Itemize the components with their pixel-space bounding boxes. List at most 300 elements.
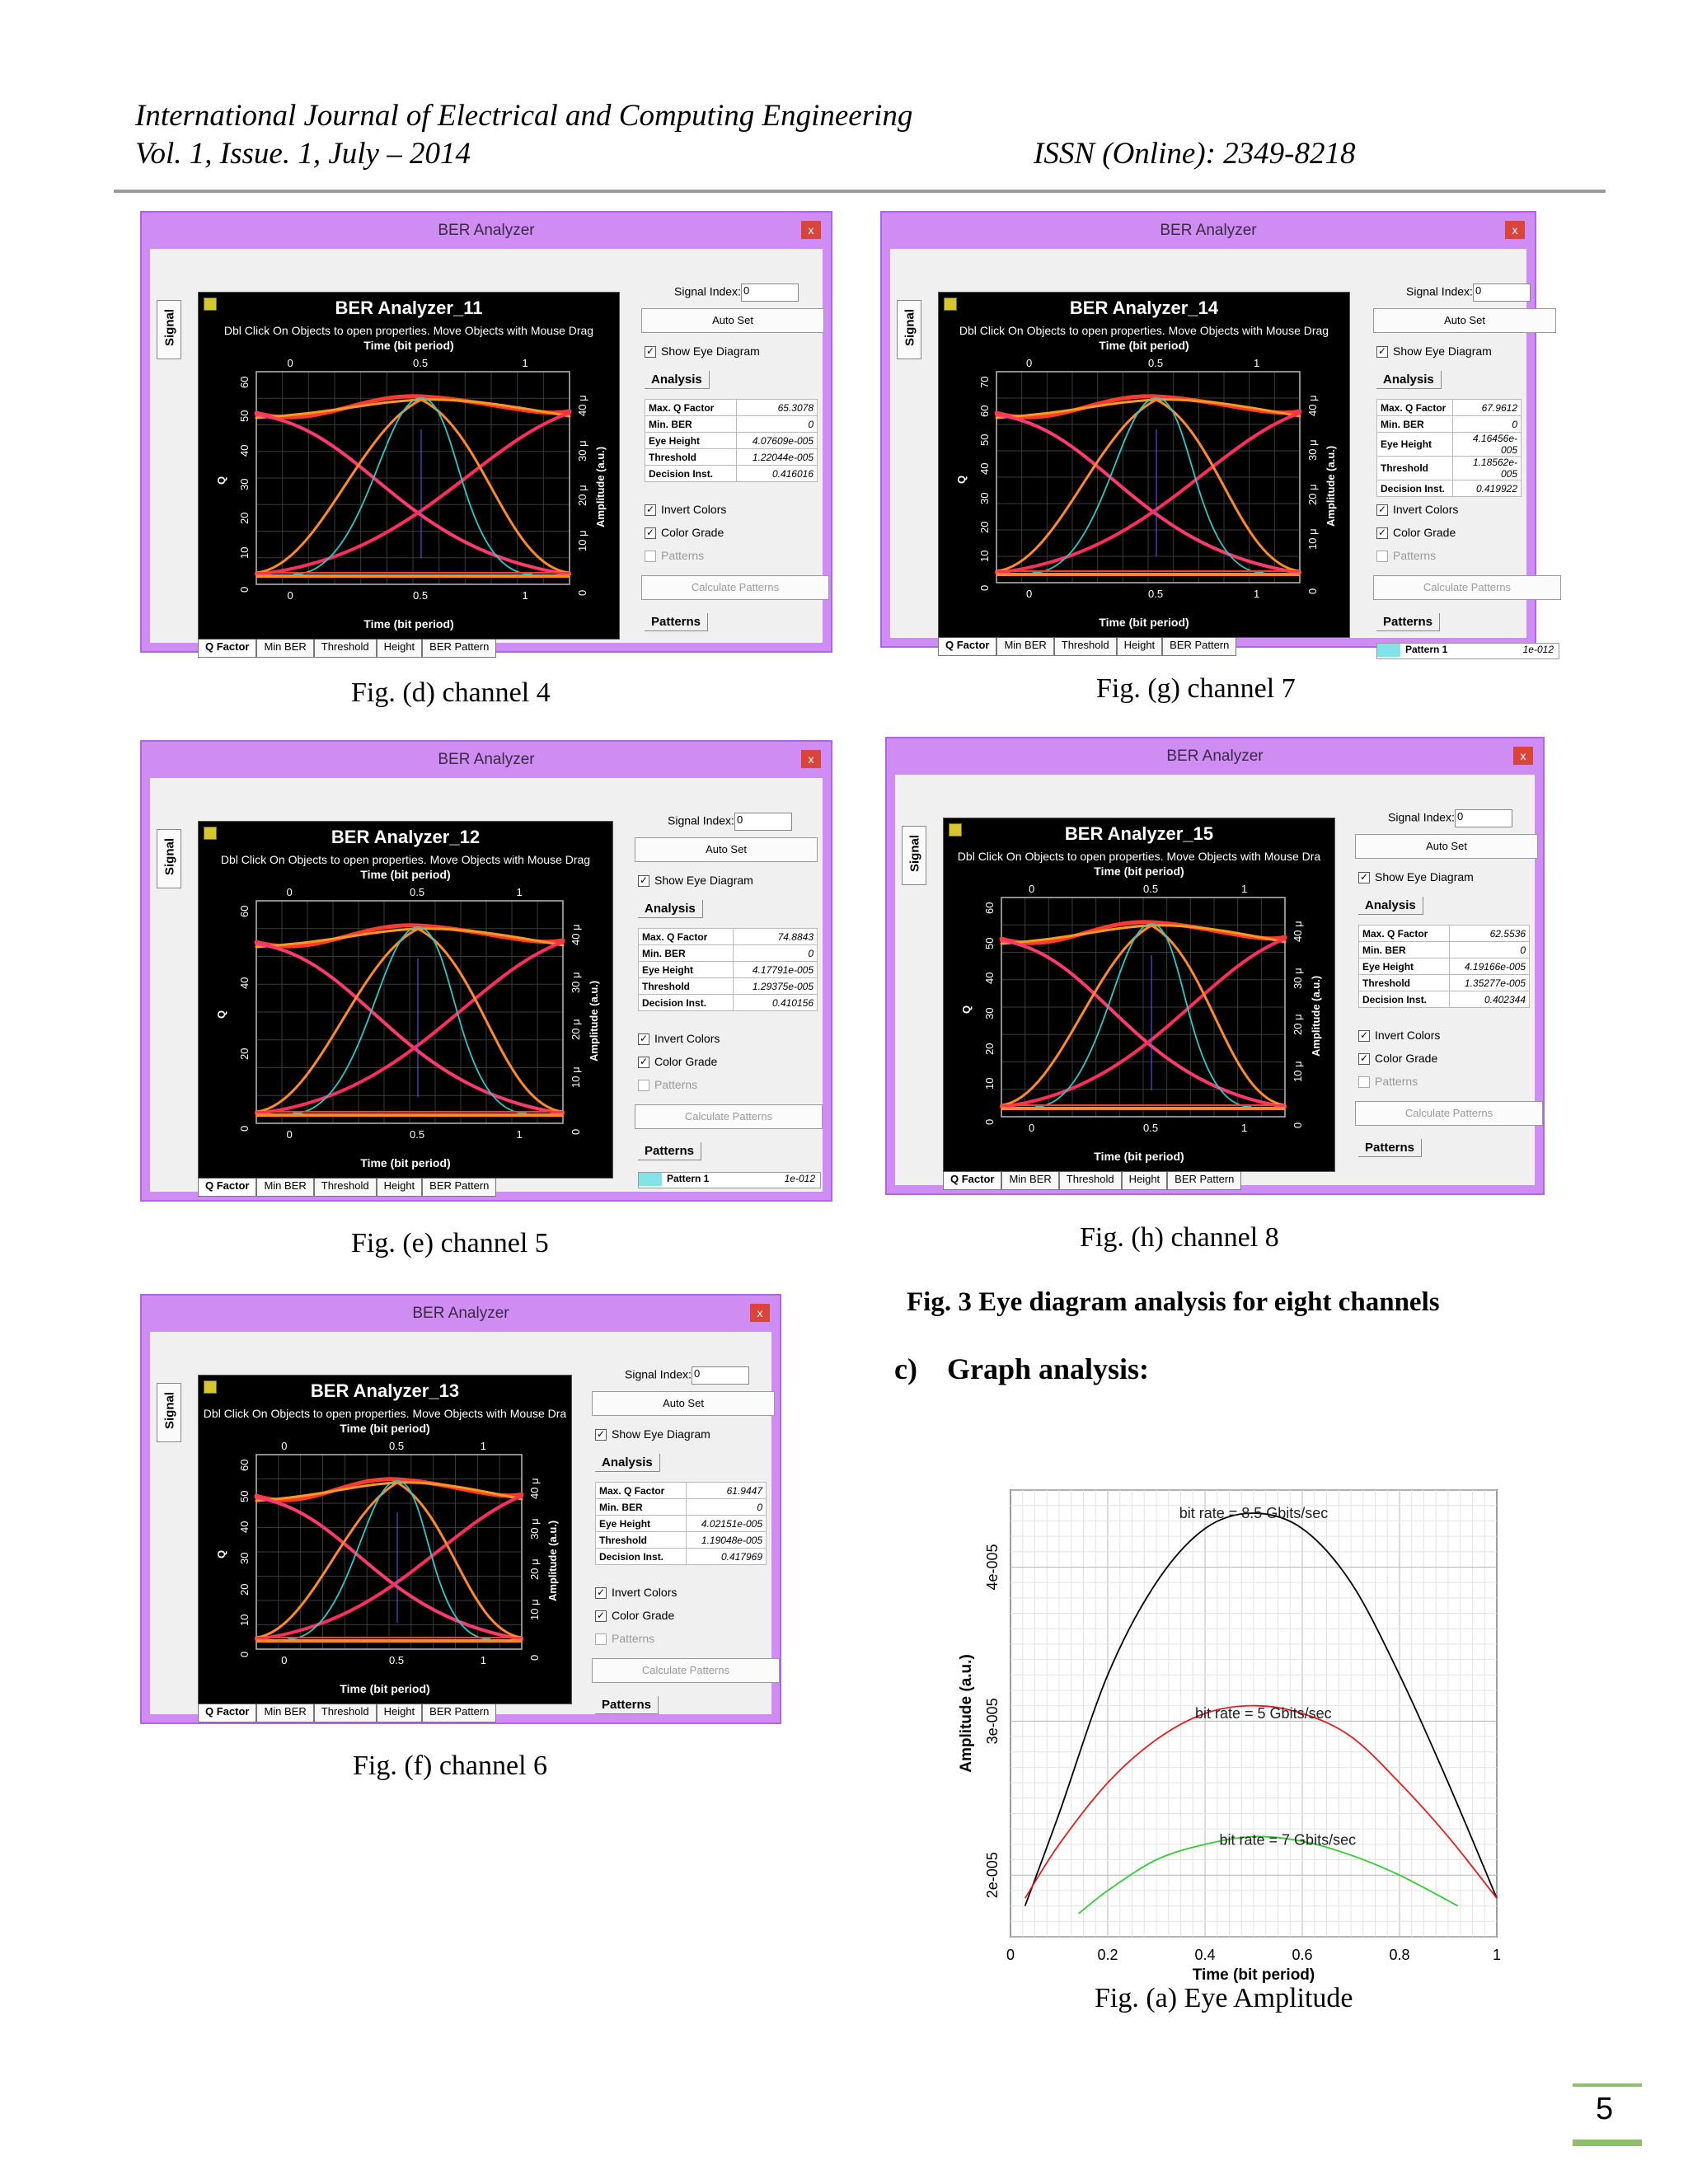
caption-channel-6: Fig. (f) channel 6: [353, 1750, 548, 1781]
x-tick-label-top: 1: [1254, 357, 1260, 369]
pattern-swatch: [639, 1173, 662, 1186]
patterns-checkbox[interactable]: [1358, 1076, 1370, 1088]
q-tick-label: 50: [983, 937, 996, 949]
pattern-value: 1e-012: [784, 1173, 815, 1184]
x-tick-label-bottom: 0: [287, 589, 293, 602]
amplitude-tick-label: 20 μ: [1292, 1014, 1304, 1035]
control-panel: [635, 778, 818, 1192]
analysis-row: [596, 1532, 767, 1549]
auto-set-button[interactable]: Auto Set: [592, 1391, 775, 1416]
eye-diagram-plot: [943, 818, 1335, 1172]
color-grade-row: [638, 1055, 717, 1068]
analysis-key: Decision Inst.: [1359, 991, 1450, 1008]
show-eye-checkbox[interactable]: ✓: [639, 874, 649, 887]
show-eye-diagram-row: [595, 1427, 710, 1441]
signal-tab[interactable]: [157, 300, 181, 359]
signal-index-input[interactable]: 0: [734, 813, 792, 831]
analysis-row: [1359, 942, 1530, 958]
show-eye-label: Show Eye Diagram: [1393, 344, 1492, 358]
analysis-value: 4.02151e-005: [686, 1516, 766, 1532]
signal-tab[interactable]: [897, 300, 921, 359]
amplitude-tick-label: 0: [1292, 1122, 1304, 1128]
analysis-value: 1.35277e-005: [1449, 975, 1529, 991]
amplitude-axis-label: Amplitude (a.u.): [588, 980, 600, 1062]
patterns-group-label: Patterns: [595, 1696, 659, 1714]
auto-set-button[interactable]: Auto Set: [1373, 308, 1556, 333]
tab-height[interactable]: Height: [1117, 638, 1163, 656]
show-eye-checkbox[interactable]: ✓: [596, 1428, 606, 1441]
x-tick-label-bottom: 0: [1029, 1122, 1035, 1134]
x-tick-label-bottom: 0.5: [410, 1128, 425, 1141]
q-tick-label: 10: [983, 1077, 996, 1090]
x-tick-label-bottom: 0: [1026, 588, 1033, 600]
patterns-row: [1376, 549, 1436, 562]
plot-tabs: [198, 1179, 496, 1197]
analysis-key: Min. BER: [639, 945, 734, 962]
analysis-table: [645, 399, 818, 482]
tab-q-factor[interactable]: Q Factor: [938, 638, 996, 656]
analysis-key: Threshold: [645, 449, 737, 466]
show-eye-diagram-row: [1376, 344, 1492, 358]
time-axis-label-bottom: Time (bit period): [360, 1156, 451, 1169]
amplitude-tick-label: 30 μ: [528, 1518, 541, 1540]
tab-threshold[interactable]: Threshold: [314, 1704, 377, 1722]
analysis-key: Min. BER: [1377, 416, 1453, 433]
x-tick-label-top: 0: [281, 1440, 288, 1452]
color-grade-row: [1358, 1052, 1437, 1065]
patterns-row: [645, 549, 704, 562]
signal-tab-label: Signal: [162, 838, 177, 876]
analysis-row: [639, 945, 818, 962]
analysis-key: Decision Inst.: [639, 995, 734, 1011]
invert-colors-checkbox[interactable]: ✓: [645, 504, 655, 516]
amplitude-tick-label: 40 μ: [528, 1478, 541, 1499]
patterns-row: [595, 1632, 654, 1645]
window-title: BER Analyzer: [412, 1305, 509, 1322]
tab-threshold[interactable]: Threshold: [1059, 1172, 1122, 1190]
q-tick-label: 30: [978, 492, 991, 504]
analysis-value: 0.417969: [686, 1549, 766, 1565]
tab-q-factor[interactable]: Q Factor: [198, 1704, 256, 1722]
analysis-value: 0: [736, 416, 817, 433]
x-tick-label-top: 1: [516, 886, 523, 898]
analysis-key: Eye Height: [645, 433, 737, 449]
window-title: BER Analyzer: [1166, 748, 1264, 765]
plot-hint: Dbl Click On Objects to open properties. Move Objects with Mouse Drag: [223, 324, 594, 337]
color-grade-row: [1376, 526, 1456, 539]
invert-colors-label: Invert Colors: [612, 1586, 678, 1599]
tab-threshold[interactable]: Threshold: [1054, 638, 1117, 656]
tab-min-ber[interactable]: Min BER: [1001, 1172, 1058, 1190]
close-button[interactable]: x: [801, 750, 821, 768]
analysis-key: Min. BER: [596, 1499, 687, 1516]
analysis-row: [596, 1499, 767, 1516]
analysis-row: [645, 449, 818, 466]
x-tick-label-bottom: 1: [1241, 1122, 1248, 1134]
x-axis-label: Time (bit period): [1192, 1966, 1315, 1984]
tab-ber-pattern[interactable]: BER Pattern: [1162, 638, 1236, 656]
analyzer-name: BER Analyzer_12: [331, 827, 481, 847]
analysis-table: [1358, 925, 1530, 1008]
invert-colors-row: [595, 1586, 677, 1599]
amplitude-tick-label: 40 μ: [570, 924, 582, 945]
analysis-key: Eye Height: [596, 1516, 687, 1532]
calculate-patterns-button[interactable]: Calculate Patterns: [1355, 1101, 1543, 1126]
amplitude-tick-label: 40 μ: [576, 395, 588, 416]
calculate-patterns-button[interactable]: Calculate Patterns: [592, 1658, 780, 1683]
tab-q-factor[interactable]: Q Factor: [198, 1179, 256, 1197]
x-tick-label-bottom: 1: [1254, 588, 1260, 600]
amplitude-tick-label: 20 μ: [528, 1558, 541, 1580]
calculate-patterns-button[interactable]: Calculate Patterns: [641, 575, 829, 600]
invert-colors-checkbox[interactable]: ✓: [1377, 504, 1387, 516]
analysis-value: 1.18562e-005: [1452, 457, 1521, 480]
show-eye-label: Show Eye Diagram: [1375, 870, 1474, 883]
q-tick-label: 20: [238, 1583, 251, 1596]
x-tick-label: 0.6: [1292, 1947, 1313, 1963]
analysis-key: Threshold: [1377, 457, 1453, 480]
patterns-row: [1358, 1075, 1418, 1088]
amplitude-tick-label: 0: [570, 1128, 582, 1135]
signal-index-row: [1406, 284, 1531, 302]
calculate-patterns-button[interactable]: Calculate Patterns: [635, 1104, 823, 1129]
amplitude-axis-label: Amplitude (a.u.): [1325, 445, 1337, 527]
signal-tab-label: Signal: [903, 309, 917, 347]
analysis-row: [645, 466, 818, 482]
analysis-value: 1.22044e-005: [736, 449, 817, 466]
color-grade-label: Color Grade: [654, 1055, 718, 1068]
time-axis-label-top: Time (bit period): [340, 1422, 430, 1435]
signal-index-label: Signal Index:: [625, 1367, 692, 1381]
show-eye-diagram-row: [645, 344, 760, 358]
x-tick-label-top: 0.5: [410, 886, 425, 898]
analysis-key: Threshold: [596, 1532, 687, 1549]
pattern-name: Pattern 1: [667, 1173, 710, 1185]
x-tick-label: 0.4: [1194, 1947, 1216, 1963]
analysis-row: [1359, 958, 1530, 975]
tab-height[interactable]: Height: [377, 640, 423, 658]
page-number-bar: [1573, 2139, 1642, 2146]
invert-colors-label: Invert Colors: [654, 1032, 720, 1045]
analysis-key: Decision Inst.: [645, 466, 737, 482]
analysis-value: 0: [686, 1499, 766, 1516]
analysis-row: [645, 416, 818, 433]
control-panel: [592, 1332, 767, 1714]
analysis-value: 0.416016: [736, 466, 817, 482]
plot-hint: Dbl Click On Objects to open properties. Move Objects with Mouse Drag: [959, 324, 1329, 337]
x-tick-label: 0: [1006, 1947, 1015, 1963]
amplitude-tick-label: 0: [1306, 588, 1319, 594]
q-tick-label: 30: [238, 478, 251, 490]
amplitude-tick-label: 10 μ: [1306, 528, 1319, 550]
time-axis-label-bottom: Time (bit period): [340, 1682, 430, 1695]
control-panel: [1355, 775, 1530, 1185]
q-tick-label: 50: [978, 434, 991, 447]
patterns-checkbox[interactable]: [645, 551, 656, 562]
amplitude-tick-label: 20 μ: [576, 485, 588, 506]
time-axis-label-bottom: Time (bit period): [1094, 1150, 1184, 1163]
close-button[interactable]: x: [1505, 221, 1525, 239]
analysis-row: [1377, 457, 1522, 480]
analysis-table: [1376, 399, 1522, 497]
color-grade-checkbox[interactable]: ✓: [596, 1610, 606, 1622]
pattern-swatch: [1377, 644, 1400, 657]
plot-hint: Dbl Click On Objects to open properties. Move Objects with Mouse Dra: [957, 850, 1321, 863]
window-title: BER Analyzer: [438, 222, 535, 239]
analysis-key: Eye Height: [1359, 958, 1450, 975]
section-heading: c) Graph analysis:: [894, 1352, 1150, 1385]
analysis-value: 0: [1449, 942, 1529, 958]
q-tick-label: 0: [983, 1118, 996, 1125]
control-panel: [641, 249, 818, 643]
signal-index-row: [625, 1366, 749, 1385]
x-tick-label-top: 1: [522, 357, 528, 369]
signal-index-row: [674, 284, 799, 302]
analysis-value: 0.410156: [734, 995, 818, 1011]
signal-index-input[interactable]: 0: [692, 1366, 749, 1385]
amplitude-tick-label: 0: [576, 589, 588, 596]
tab-threshold[interactable]: Threshold: [314, 640, 377, 658]
signal-tab-label: Signal: [162, 309, 177, 347]
amplitude-axis-label: Amplitude (a.u.): [594, 446, 607, 527]
analysis-row: [639, 978, 818, 995]
analysis-row: [1359, 975, 1530, 991]
page-number-rule: [1573, 2083, 1642, 2087]
tab-ber-pattern[interactable]: BER Pattern: [422, 1179, 496, 1197]
analysis-table: [638, 928, 818, 1011]
analysis-value: 0: [1452, 416, 1521, 433]
journal-title: International Journal of Electrical and Computing Engineering: [135, 99, 913, 133]
analysis-row: [596, 1549, 767, 1565]
show-eye-diagram-row: [638, 874, 753, 887]
amplitude-tick-label: 30 μ: [570, 971, 582, 993]
x-tick-label-bottom: 0: [281, 1654, 288, 1666]
pattern-value: 1e-012: [1522, 644, 1554, 655]
amplitude-tick-label: 30 μ: [1292, 967, 1304, 989]
q-tick-label: 20: [983, 1043, 996, 1055]
series-label-1: bit rate = 5 Gbits/sec: [1195, 1705, 1332, 1722]
signal-index-row: [668, 813, 792, 831]
q-axis-label: Q: [215, 1549, 227, 1558]
q-tick-label: 50: [238, 410, 251, 423]
plot-hint: Dbl Click On Objects to open properties. Move Objects with Mouse Dra: [203, 1407, 567, 1420]
analysis-value: 4.07609e-005: [736, 433, 817, 449]
q-tick-label: 60: [238, 1459, 251, 1471]
analysis-key: Max. Q Factor: [639, 929, 734, 945]
tab-height[interactable]: Height: [1122, 1172, 1168, 1190]
q-tick-label: 40: [978, 462, 991, 476]
x-tick-label-top: 0: [287, 357, 293, 369]
color-grade-checkbox[interactable]: ✓: [1377, 527, 1387, 539]
analysis-value: 4.16456e-005: [1452, 433, 1521, 457]
invert-colors-row: [1358, 1029, 1440, 1042]
show-eye-label: Show Eye Diagram: [661, 344, 760, 358]
amplitude-tick-label: 40 μ: [1306, 395, 1319, 416]
auto-set-button[interactable]: Auto Set: [635, 837, 818, 862]
caption-channel-8: Fig. (h) channel 8: [1080, 1222, 1279, 1253]
show-eye-checkbox[interactable]: ✓: [1377, 345, 1387, 358]
patterns-label: Patterns: [1393, 549, 1437, 562]
pattern-row: [1376, 643, 1559, 659]
eye-diagram-plot: [938, 292, 1350, 638]
tab-min-ber[interactable]: Min BER: [996, 638, 1053, 656]
y-tick-label: 4e-005: [984, 1544, 1001, 1591]
q-tick-label: 40: [983, 972, 996, 985]
amplitude-tick-label: 30 μ: [1306, 439, 1319, 461]
patterns-group-label: Patterns: [645, 613, 708, 631]
auto-set-button[interactable]: Auto Set: [641, 308, 824, 333]
q-tick-label: 20: [238, 512, 251, 525]
amplitude-tick-label: 40 μ: [1292, 921, 1304, 942]
series-label-0: bit rate = 8.5 Gbits/sec: [1179, 1505, 1329, 1522]
series-label-2: bit rate = 7 Gbits/sec: [1219, 1831, 1357, 1849]
signal-index-input[interactable]: 0: [741, 284, 799, 302]
show-eye-checkbox[interactable]: ✓: [645, 345, 655, 358]
auto-set-button[interactable]: Auto Set: [1355, 834, 1538, 859]
signal-index-input[interactable]: 0: [1455, 809, 1512, 827]
x-tick-label-bottom: 1: [522, 589, 528, 602]
ber-analyzer-window-g: [880, 211, 1554, 656]
x-tick-label-bottom: 0.5: [389, 1654, 405, 1666]
tab-ber-pattern[interactable]: BER Pattern: [422, 1704, 496, 1722]
analysis-table: [595, 1482, 767, 1565]
patterns-checkbox[interactable]: [595, 1633, 607, 1645]
y-axis-label: Amplitude (a.u.): [958, 1654, 975, 1773]
q-tick-label: 0: [238, 586, 251, 593]
amplitude-tick-label: 30 μ: [576, 439, 588, 462]
x-tick-label-top: 0.5: [1148, 357, 1164, 369]
analysis-key: Threshold: [639, 978, 734, 995]
q-axis-label: Q: [215, 476, 227, 485]
eye-diagram-plot: [198, 1375, 572, 1704]
analysis-row: [645, 433, 818, 449]
plot-hint: Dbl Click On Objects to open properties. Move Objects with Mouse Drag: [220, 853, 591, 866]
patterns-checkbox[interactable]: [1376, 551, 1388, 562]
amplitude-axis-label: Amplitude (a.u.): [546, 1520, 559, 1601]
analysis-row: [645, 400, 818, 416]
signal-index-input[interactable]: 0: [1473, 284, 1531, 302]
chart-caption: Fig. (a) Eye Amplitude: [1095, 1983, 1353, 2013]
tab-ber-pattern[interactable]: BER Pattern: [422, 640, 496, 658]
window-body: [150, 249, 823, 653]
invert-colors-checkbox[interactable]: ✓: [1359, 1029, 1369, 1042]
analysis-key: Decision Inst.: [1377, 480, 1453, 497]
pattern-name: Pattern 1: [1405, 644, 1448, 656]
signal-tab[interactable]: [902, 826, 926, 885]
analysis-row: [596, 1483, 767, 1499]
q-tick-label: 10: [978, 550, 991, 562]
invert-colors-checkbox[interactable]: ✓: [639, 1033, 649, 1045]
x-tick-label-top: 0: [1026, 357, 1033, 369]
analysis-row: [1359, 991, 1530, 1008]
signal-index-label: Signal Index:: [1406, 284, 1473, 298]
q-tick-label: 0: [238, 1125, 251, 1132]
analysis-value: 4.19166e-005: [1449, 958, 1529, 975]
invert-colors-row: [1376, 503, 1458, 516]
close-button[interactable]: x: [750, 1304, 770, 1322]
x-tick-label-top: 1: [480, 1440, 486, 1452]
tab-q-factor[interactable]: Q Factor: [198, 640, 256, 658]
caption-channel-4: Fig. (d) channel 4: [351, 677, 551, 708]
color-grade-label: Color Grade: [1393, 526, 1456, 539]
signal-index-label: Signal Index:: [668, 813, 734, 827]
ber-analyzer-window-f: [140, 1294, 781, 1724]
x-tick-label-top: 0.5: [1143, 883, 1159, 895]
show-eye-checkbox[interactable]: ✓: [1359, 871, 1369, 883]
q-axis-label: Q: [955, 475, 968, 484]
amplitude-tick-label: 20 μ: [570, 1019, 582, 1040]
analysis-key: Min. BER: [1359, 942, 1450, 958]
q-tick-label: 30: [238, 1552, 251, 1564]
ber-analyzer-window-d: [140, 211, 832, 653]
analysis-key: Max. Q Factor: [596, 1483, 687, 1499]
color-grade-checkbox[interactable]: ✓: [639, 1056, 649, 1068]
tab-min-ber[interactable]: Min BER: [256, 1179, 313, 1197]
tab-q-factor[interactable]: Q Factor: [943, 1172, 1001, 1190]
time-axis-label-top: Time (bit period): [1094, 865, 1184, 878]
x-tick-label-top: 0.5: [389, 1440, 405, 1452]
tab-threshold[interactable]: Threshold: [314, 1179, 377, 1197]
show-eye-label: Show Eye Diagram: [654, 874, 753, 887]
eye-amplitude-chart: [953, 1475, 1513, 1986]
q-axis-label: Q: [960, 1005, 973, 1014]
tab-ber-pattern[interactable]: BER Pattern: [1167, 1172, 1241, 1190]
show-eye-label: Show Eye Diagram: [612, 1427, 710, 1441]
page-number: 5: [1596, 2092, 1614, 2126]
signal-tab[interactable]: [157, 1383, 181, 1442]
analysis-row: [1377, 433, 1522, 457]
invert-colors-row: [638, 1032, 720, 1045]
x-tick-label-top: 0: [286, 886, 293, 898]
calculate-patterns-button[interactable]: Calculate Patterns: [1373, 575, 1561, 600]
q-tick-label: 0: [238, 1651, 251, 1657]
close-button[interactable]: x: [1513, 747, 1533, 765]
tab-min-ber[interactable]: Min BER: [256, 1704, 313, 1722]
caption-channel-5: Fig. (e) channel 5: [351, 1228, 549, 1258]
invert-colors-label: Invert Colors: [1393, 503, 1459, 516]
x-tick-label: 1: [1492, 1947, 1502, 1963]
window-body: [890, 249, 1554, 656]
analysis-value: 62.5536: [1449, 926, 1529, 942]
amplitude-axis-label: Amplitude (a.u.): [1310, 975, 1322, 1057]
amplitude-tick-label: 10 μ: [570, 1066, 582, 1088]
signal-index-label: Signal Index:: [674, 284, 741, 298]
color-grade-checkbox[interactable]: ✓: [645, 527, 655, 539]
tab-height[interactable]: Height: [377, 1179, 423, 1197]
pattern-row: [638, 1172, 821, 1188]
x-tick-label: 0.2: [1097, 1947, 1118, 1963]
tab-height[interactable]: Height: [377, 1704, 423, 1722]
invert-colors-checkbox[interactable]: ✓: [596, 1586, 606, 1599]
tab-min-ber[interactable]: Min BER: [256, 640, 313, 658]
patterns-checkbox[interactable]: [638, 1080, 649, 1091]
close-button[interactable]: x: [801, 221, 821, 239]
signal-index-label: Signal Index:: [1388, 810, 1455, 824]
analysis-row: [1377, 400, 1522, 416]
eye-trace: [1156, 400, 1300, 571]
color-grade-row: [595, 1609, 674, 1622]
eye-diagram-plot: [198, 821, 613, 1179]
analysis-value: 0: [734, 945, 818, 962]
control-panel: [1373, 249, 1554, 656]
color-grade-checkbox[interactable]: ✓: [1359, 1052, 1369, 1065]
analyzer-name: BER Analyzer_13: [310, 1380, 460, 1401]
analysis-value: 61.9447: [686, 1483, 766, 1499]
patterns-group-label: Patterns: [638, 1142, 701, 1160]
analysis-value: 0.419922: [1452, 480, 1521, 497]
signal-tab[interactable]: [157, 829, 181, 888]
x-tick-label-bottom: 0.5: [1143, 1122, 1159, 1134]
